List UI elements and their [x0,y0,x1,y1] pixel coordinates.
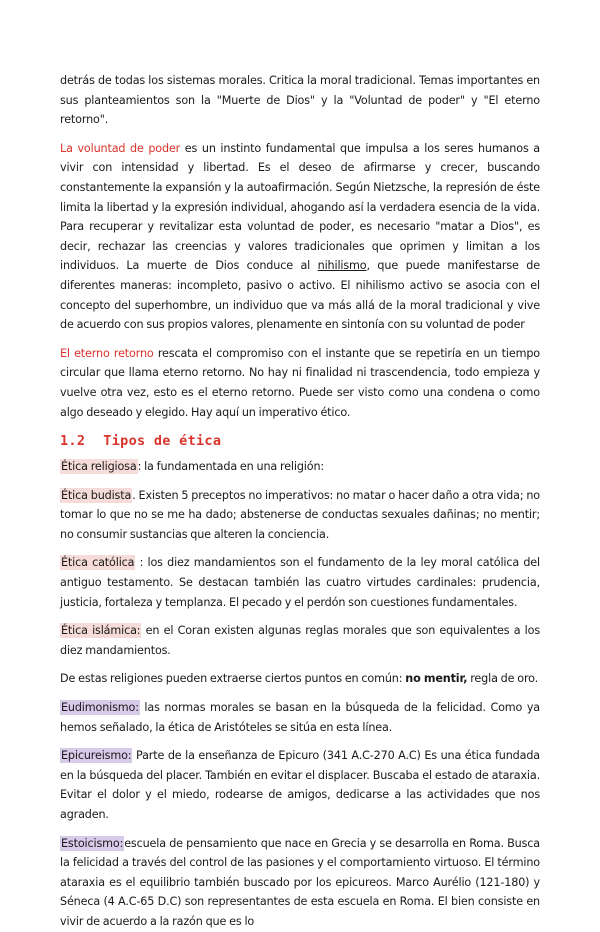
paragraph-text: : la fundamentada en una religión: [137,460,325,474]
paragraph-text: es un instinto fundamental que impulsa a los seres humanos a vivir con intensidad y libertad. Es el deseo de afirmarse y crecer, buscando constantemente la expansión y la autoafirmación. Según Nietzsche, la represión de éste limita la libertad y la expresión individual, ahogando así la verdadera esencia de la vida. Para recuperar y revitalizar esta voluntad de poder, es necesario "matar a Dios", es decir, rechazar las creencias y valores tradicionales que oprimen y limitan a los individuos. La muerte de Dios conduce al [60,141,540,273]
term-etica-islamica: Ética islámica: [61,624,141,638]
paragraph-text: rescata el compromiso con el instante que se repetiría en un tiempo circular que llama eterno retorno. No hay ni finalidad ni trascendencia, todo empieza y vuelve otra vez, esto es el eterno retorno. Puede ser visto como una condena o como algo deseado y elegido. Hay aquí un imperativo ético. [60,346,540,419]
paragraph-etica-catolica [60,553,540,612]
section-title: Tipos de ética [103,433,222,450]
term-etica-religiosa: Ética religiosa [61,460,137,474]
paragraph-text: De estas religiones pueden extraerse ciertos puntos en común: [60,672,406,686]
paragraph-text: . Existen 5 preceptos no imperativos: no matar o hacer daño a otra vida; no tomar lo que no se me ha dado; abstenerse de conductas sexuales dañinas; no mentir; no consumir sustancias que alteren la conciencia. [60,488,541,541]
paragraph-text: en el Coran existen algunas reglas morales que son equivalentes a los diez mandamientos. [60,624,541,657]
paragraph-text: , que puede manifestarse de diferentes maneras: incompleto, pasivo o activo. El nihilismo activo se asocia con el concepto del superhombre, un individuo que va más allá de la moral tradicional y vive de acuerdo con sus propios valores, plenamente en sintonía con su voluntad de poder [60,259,540,332]
paragraph-text: detrás de todas los sistemas morales. Critica la moral tradicional. Temas importantes en sus planteamientos son la "Muerte de Dios" y la "Voluntad de poder" y "El eterno retorno". [60,74,540,127]
paragraph-estoicismo [60,834,540,932]
term-estoicismo: Estoicismo: [61,836,124,850]
term-etica-catolica: Ética católica [61,556,135,570]
term-eterno-retorno: El eterno retorno [60,346,154,360]
term-voluntad-de-poder: La voluntad de poder [60,141,181,155]
bold-no-mentir: no mentir, [405,672,468,686]
term-eudimonismo: Eudimonismo: [61,701,139,715]
paragraph-etica-islamica [60,621,540,660]
paragraph-voluntad-de-poder [60,139,540,335]
paragraph-text: : los diez mandamientos son el fundamento de la ley moral católica del antiguo testamento. Se destacan también las cuatro virtudes cardinales: prudencia, justicia, fortaleza y templanza. El pecado y el perdón son cuestiones fundamentales. [60,556,540,609]
paragraph-text: las normas morales se basan en la búsqueda de la felicidad. Como ya hemos señalado, la ética de Aristóteles se sitúa en esta línea. [60,701,540,734]
paragraph-eudimonismo [60,698,540,737]
paragraph-text: Parte de la enseñanza de Epicuro (341 A.C-270 A.C) Es una ética fundada en la búsqueda del placer. También en evitar el displacer. Buscaba el estado de ataraxia. Evitar el dolor y el miedo, rodearse de amigos, dedicarse a las actividades que nos agraden. [60,749,540,821]
paragraph-etica-budista [60,486,540,545]
paragraph-epicureismo [60,746,540,824]
paragraph-intro [60,71,540,130]
paragraph-eterno-retorno [60,344,540,422]
section-number: 1.2 [60,433,86,450]
paragraph-puntos-comunes [60,669,540,689]
paragraph-text: escuela de pensamiento que nace en Grecia y se desarrolla en Roma. Busca la felicidad a través del control de las pasiones y el comportamiento virtuoso. El término ataraxia es el equilibrio también buscado por los epicureos. Marco Aurélio (121-180) y Séneca (4 A.C-65 D.C) son representantes de esta escuela en Roma. El bien consiste en vivir de acuerdo a la razón que es lo [60,836,540,928]
term-nihilismo: nihilismo [317,259,367,273]
paragraph-etica-religiosa [60,457,540,477]
term-epicureismo: Epicureismo: [61,749,132,763]
term-etica-budista: Ética budista [61,488,132,502]
paragraph-text: regla de oro. [467,672,539,686]
section-heading [60,431,540,451]
